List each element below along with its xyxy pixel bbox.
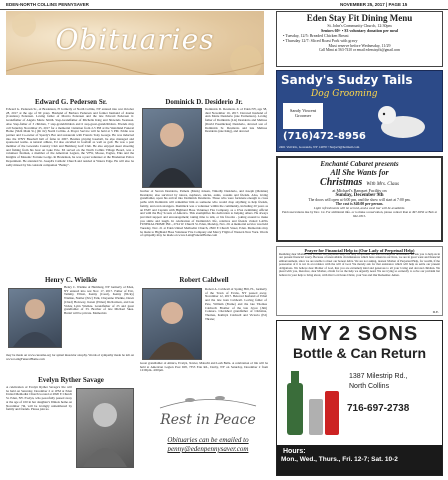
prayer-title: Prayer for Financial Help to (Our Lady of Perpetual Help) — [304, 248, 415, 253]
header-rule — [0, 9, 448, 10]
portrait-henry — [8, 288, 62, 348]
twosons-title-1: MY 2 SONS — [300, 323, 419, 345]
section-title: Obituaries — [55, 23, 215, 56]
ad-sudzy-tails — [276, 70, 443, 152]
twosons-hours-label: Hours: — [283, 448, 306, 455]
prayer-initials: D.E. — [432, 310, 439, 314]
portrait-robert — [142, 288, 202, 360]
diner-title: Eden Stay Fit Dining Menu — [306, 13, 413, 23]
obit-name-edward: Edward G. Pedersen Sr. — [35, 98, 107, 106]
obit-body-dominick: brother of Steven Desiderio, Pamela (Mark) Jensen, Timothy Desiderio, and Joseph (Melanie) Desiderio; also survived by nieces, nephews, uncles, aunts, cousins and friends. Also, loving grandfather, upon his arrival into Dominick Desiderio. Those who were fortunate enough to cross paths with Dominick will remember him as someone who would drop anything to help friends, family, and even strangers. Dominick was a volunteer within the community, including 20 years as an EMT and Captain with Highland Hose Volunteer Fire Company, as a USA swimming official and with the Boy Scouts of America. This exemplifies his dedication to helping others. He always provided support and encouragement; taking time to talk, or his favorite - joking around to make you smile and laugh. In celebration of Dominick's life, relatives and friends visited LANG FUNERAL HOME INC., 2724 W. Church St. Eden, Monday, Nov. 20. A memorial service was held Tuesday, Nov. 21 at Eden United Methodist Church, 2820 E Church Street, Eden. Memorials may be made to Highland Hose Volunteer Fire Company and Mercy Flight of Western New York. Words of sympathy may be made on www.LaingFuneralHome.com — [140, 190, 268, 238]
ad-prayer — [276, 246, 443, 316]
ad-my-2-sons — [276, 320, 443, 476]
diner-call: Call Mimi at 563-7410 or email edenstayfit@gmail.com — [318, 48, 401, 52]
obit-name-evelyn: Evelyn Ryther Savage — [38, 376, 104, 384]
obit-body-henry: may be made on www.curesma.org for spinal muscular atrophy. Words of sympathy made be left on www.LaingFuneralHome.com — [6, 354, 134, 361]
sudzy-sub: Dog Grooming — [311, 89, 378, 99]
rest-email-address[interactable]: penny@edenpennysaver.com — [167, 445, 249, 453]
cabaret-title: Enchanté Cabaret presents — [320, 160, 399, 168]
diner-item-1: • Tuesday, 12/5: Breaded Chicken Breast — [283, 33, 349, 38]
diner-note: Must reserve before Wednesday, 11/29 — [328, 43, 391, 48]
rest-email-line: Obituaries can be emailed to — [167, 436, 249, 444]
obit-side-henry: Henry C. Wielkie of Hamburg, NY formerly of Eden, NY entered into rest Nov. 17, 2017. Father of Eric, Tammy, Elliott, Kenny (Carol), Kenny (Nicky) Wielkie, Natiler (Eric) Falk, Cheyenne Wielkie, Dawn (Chad) Holoway, Karen (Elmer) Richardson, and late Vickie Lynn Wielkie. Grandfather of 23 and great grandfather of 33. Brother of late Michael Skea. Burial will be private. Memorials — [64, 286, 134, 315]
obit-name-robert: Robert Caldwell — [179, 276, 229, 284]
sudzy-phone[interactable]: (716)472-8956 — [283, 131, 366, 142]
branch-decoration — [150, 388, 266, 412]
obit-name-henry: Henry C. Wielkie — [44, 276, 98, 284]
paper-name: EDEN-NORTH COLLINS PENNYSAVER — [6, 2, 89, 7]
bottle-can-icon — [283, 365, 343, 441]
cabaret-doors: The doors will open at 6:00 pm, and the show will start at 7:00 pm. — [308, 198, 411, 202]
obit-side-robert: Robert A. Caldwell of Spring Hill, FL, formerly of the Town of Evans, NY passed away, November 12, 2017. Beloved husband of Ethel and the late Jean Caldwell. Loving father of Pete, William (Elaine) and the late Thomas Caldwell. Brother of the late Joyce (Jim) Connors. Cherished grandfather of Christina, Thomas, Kathryn Caldwell and Victoria (Ed) Thrane; — [205, 288, 267, 321]
diner-item-2: • Thursday 12/7: Sliced Roast Pork with gravy — [283, 38, 358, 43]
cabaret-meal: Light refreshments will be served, and a cash bar will be available. — [313, 206, 406, 210]
rest-in-peace-box — [150, 388, 266, 476]
sudzy-title: Sandy's Sudzy Tails — [281, 73, 413, 87]
obituaries-banner — [6, 11, 264, 75]
ad-dining-menu — [276, 11, 443, 67]
obit-name-dominick: Dominick D. Desiderio Jr. — [165, 98, 243, 106]
twosons-address-2: North Collins — [349, 383, 390, 390]
diner-price: Seniors 60+ • $3 voluntary donation per meal — [320, 28, 399, 33]
obit-body-robert: Great grandfather of Ahnica, Evelyn, Xavier, Malachi and Leah Bella. A celebration of life will be held at American Legion Post 928, 7353 Erie Rd., Derby, NY on Saturday, December 2 from 12:00pm- 4:00pm. — [140, 362, 268, 373]
dog-icon — [373, 101, 433, 139]
diner-sub: St. John's Community Church, 12:30pm — [327, 23, 392, 28]
portrait-dominick — [142, 108, 202, 188]
obit-body-edward: Edward G. Pedersen Sr., of Bradenton, Fl formerly of North Collins, NY entered into rest October 28, 2017 at the age of 90 years. Husband of Barbara Pedersen and former husband of Jeanne (Catalano) Pedersen. Loving father of Marcia Pedersen and the late Edward Pedersen Jr. Grandfather of Angela Marie Smith. Step-Grandfather of Michelle King and Shawnda Swanson. Also Step-father of 3 children, 7 step-grandchildren and 6 step-great-grandchildren. Friends may call Saturday November 25, 2017 for a memorial visitation from 2-5 PM at the Wendland Funeral Home (5624 Main St.) (Rt 62) North Collins. A Prayer Service will be held at 5 PM. Eddie was partner and Co-owner of Sperdy's Bar and restaurant with Francis Tony George. He was inducted into the WNY Baseball hall of fame in 2007. Besides playing baseball, he also managed and sponsored teams. A natural athlete, Ed also excelled in football as well as golf. He was a past member of the Gowanda Country Club and Hamburg Golf Club. He also enjoyed skeet shooting and fishing from his boat on Lake Erie. Ed served on the North Collins Village Board, was a volunteer fireman, a member of the American Legion, the VFW, Moose, Eagles, Elks and the Knights of Masonic Fortune Lodge. In Bradenton, he was a past volunteer at the Bradenton Police Department. He attended St. Joseph's Catholic Church and resided at Waters Edge. He will also be sadly missed by his constant companion "Bailey". — [6, 108, 134, 167]
rest-in-peace-script: Rest in Peace — [160, 412, 256, 428]
sudzy-role: Groomer — [294, 113, 312, 118]
twosons-address-1: 1387 Milestrip Rd., — [349, 373, 408, 380]
cabaret-line1: All She Wants for — [330, 168, 389, 177]
obit-side-dominick: Dominick D. Desiderio Jr. of Eden NY, age 58, died November 16, 2017. Devoted husband of Ann Marie Desiderio (née Fermenton). Loving father of Dominick (Liz) Desiderio and Melissa (David Pasamickas) Desiderio, devoted son of Dominick Sr. Desiderio and late Melissa Desiderio (née King), and devoted — [205, 108, 267, 134]
date-page: NOVEMBER 25, 2017 | PAGE 15 — [340, 2, 408, 7]
obit-body-evelyn: A celebration of Evelyn Ryther Savage's life will be held on Saturday, December 2 at 1PM at Eden United Methodist Church located at 2820 E Church St. Eden, NY. Evelyn, who peacefully passed away at the age of 100 in her daughter's Illinois home on November 7th, will be lovingly remembered by family and friends. Please join us. — [6, 386, 72, 412]
cabaret-venue: at Michael's Banquet Facility on — [332, 188, 387, 193]
cabaret-line2: Christmas — [320, 177, 363, 188]
sudzy-owner: Sandy Vincent — [289, 108, 317, 113]
cabaret-cost: The cost is $40.00 per person. — [335, 202, 384, 206]
portrait-evelyn — [76, 388, 134, 468]
sudzy-address: 2461 Vail Rd., Gowanda, NY 14070 • Surjac3@hotmail.com — [279, 145, 360, 149]
twosons-hours-bar — [277, 445, 443, 476]
sudzy-owner-panel — [283, 103, 323, 129]
prayer-body: Realizing dear Mother, that you are our perpetual help, not only in spiritual but also in temporal necessities, we ask you to help us in our present financial worry. Because of unavoidable circumstances which have arisen in our lives, we are in great want and financial embarrassment, since we are unable to meet our honest debts. We are not asking, dearest Mother of Perpetual Help, for wealth, if the possession of it is not in accordance with the will of God. We merely ask for that assistance which will help us settle our present obligations. We believe dear Mother of God, that you are extremely kind and generous to all your loving and devoted children. We plead with you, therefore, dear Mother, obtain for us the help we urgently need. We are trying so earnestly to solve our problem but believe in your help to bring about, with Our Lord Jesus Christ, your Son and Our Redeemer. Amen. — [279, 253, 440, 277]
twosons-hours: Mon., Wed., Thurs., Fri. 12-7; Sat. 10-2 — [281, 456, 398, 463]
ad-cabaret — [276, 156, 443, 242]
twosons-title-2: Bottle & Can Return — [293, 345, 426, 361]
cabaret-reserve: Paid reservations due by Dec. 1st. For additional info. or to make a reservation, please contact Ron at 497-9250 or Bob at 662-1815. — [282, 210, 437, 218]
cabaret-host: With Mrs. Claus — [366, 182, 399, 187]
twosons-phone[interactable]: 716-697-2738 — [347, 403, 410, 414]
cabaret-date: Sunday, December 9th — [335, 193, 384, 198]
